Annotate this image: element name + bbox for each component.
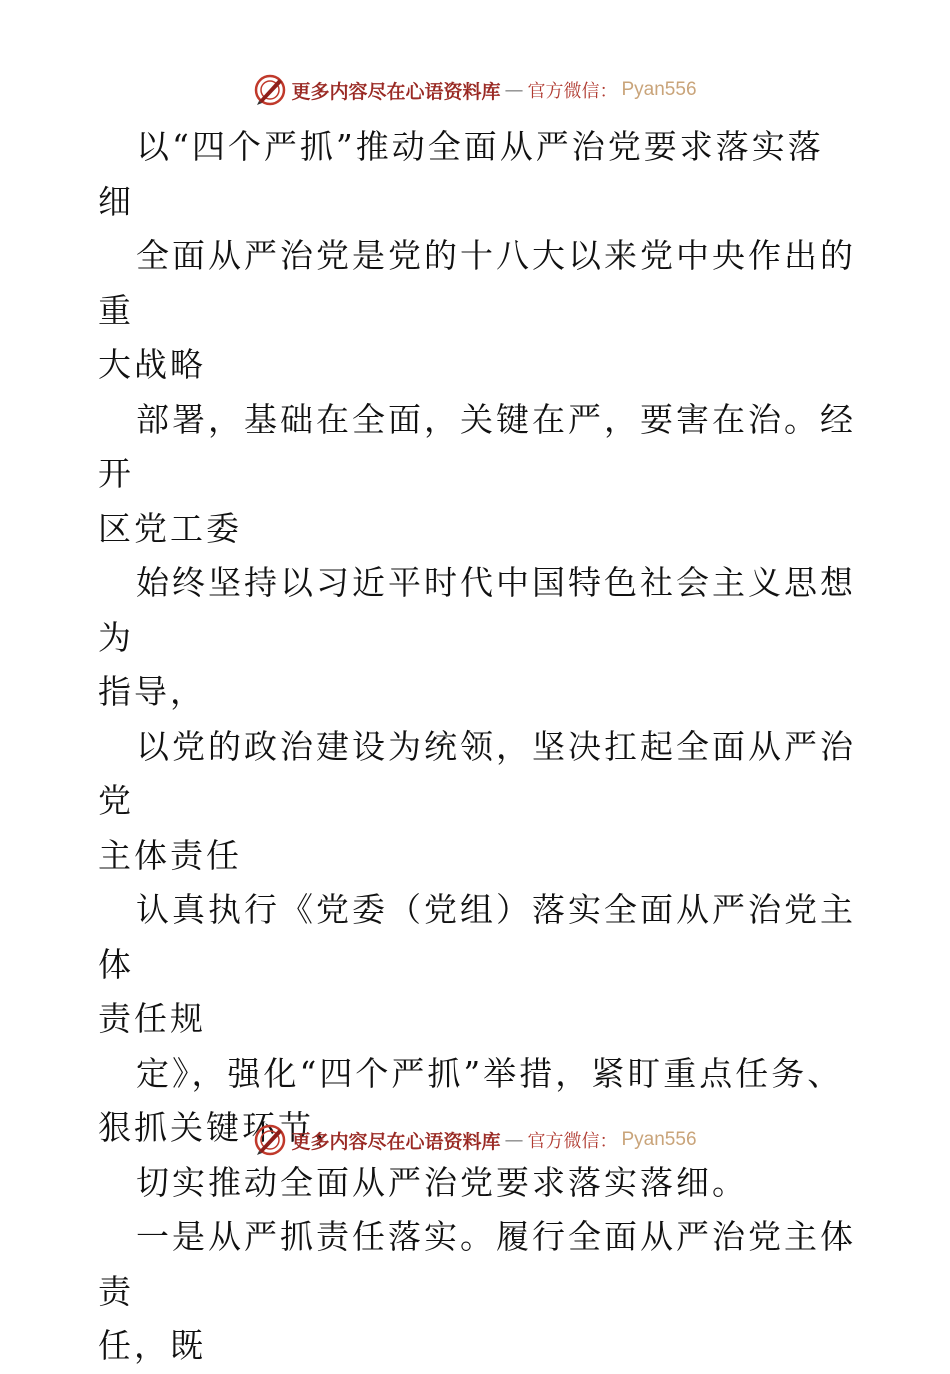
header-brand-text: 更多内容尽在心语资料库 (291, 80, 501, 103)
footer-separator: — (504, 1129, 524, 1151)
paragraph-7: 切实推动全面从严治党要求落实落细。 (136, 1162, 748, 1202)
brand-logo-icon (253, 1123, 287, 1157)
footer-banner (0, 1120, 950, 1160)
header-separator: — (504, 79, 524, 101)
footer-wechat-label: 官方微信： (527, 1131, 618, 1152)
paragraph-1: 全面从严治党是党的十八大以来党中央作出的重 大战略 (98, 236, 856, 384)
header-wechat-id: Pyan556 (621, 79, 697, 100)
brand-logo-icon (253, 73, 287, 107)
header-banner (0, 70, 950, 110)
paragraph-4: 以党的政治建设为统领，坚决扛起全面从严治党 主体责任 (98, 726, 856, 875)
paragraph-2: 部署，基础在全面，关键在严，要害在治。经开 区党工委 (98, 399, 856, 548)
footer-brand-text: 更多内容尽在心语资料库 (291, 1130, 501, 1153)
footer-wechat-id: Pyan556 (621, 1129, 697, 1150)
paragraph-5: 认真执行《党委（党组）落实全面从严治党主体 责任规 (98, 890, 856, 1038)
paragraph-6: 定》，强化“四个严抓”举措，紧盯重点任务、 狠抓关键环节， (98, 1053, 844, 1147)
header-wechat-label: 官方微信： (527, 81, 618, 102)
document-body (98, 120, 858, 1374)
paragraph-3: 始终坚持以习近平时代中国特色社会主义思想为 指导， (98, 563, 856, 711)
paragraph-8: 一是从严抓责任落实。履行全面从严治党主体责 任，既 (98, 1217, 856, 1365)
document-title: 以“四个严抓”推动全面从严治党要求落实落细 (98, 127, 824, 221)
